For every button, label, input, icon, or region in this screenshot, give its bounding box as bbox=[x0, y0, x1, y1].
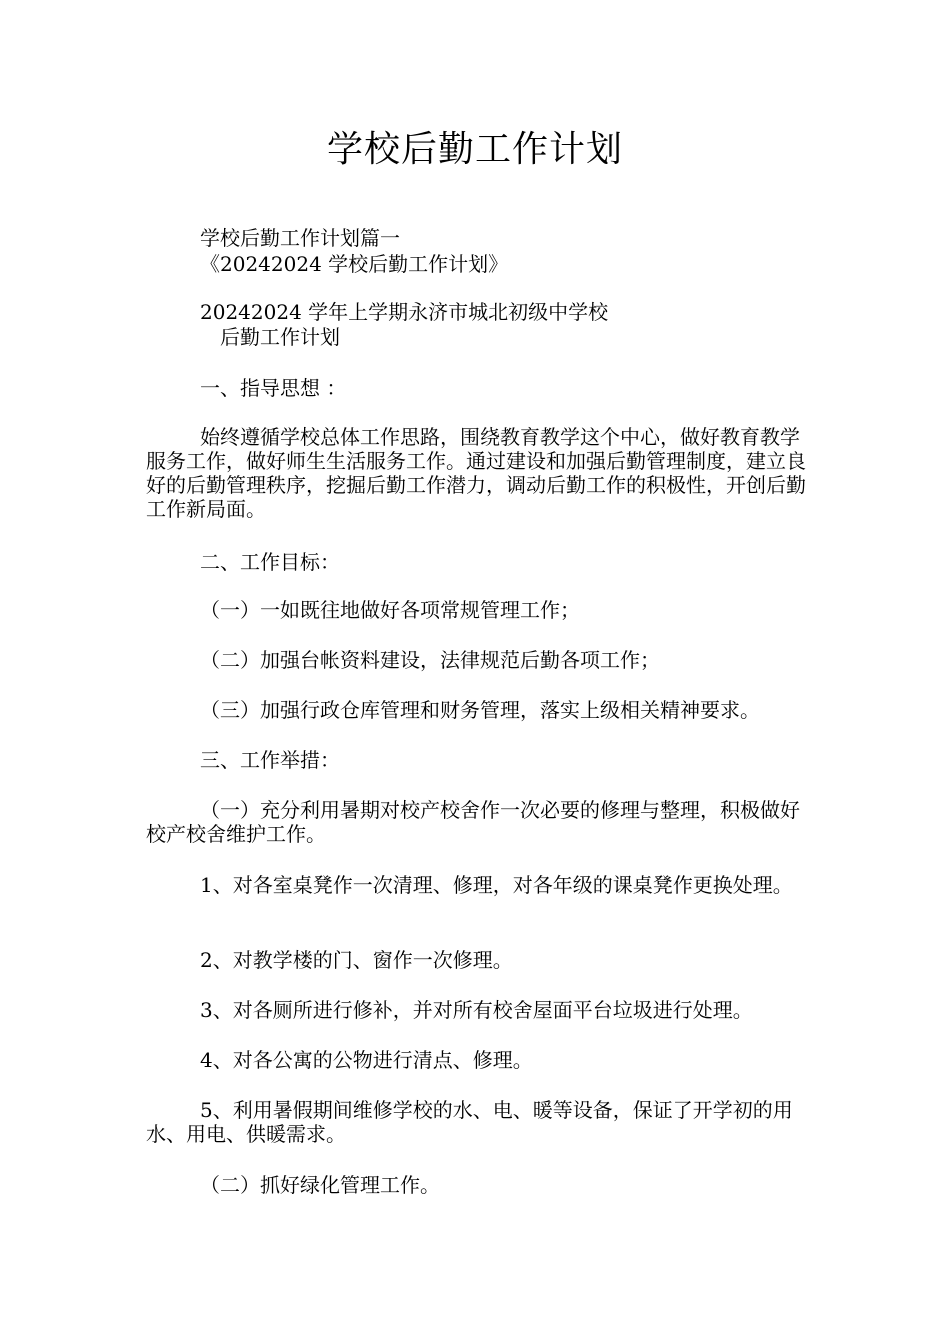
document-title: 学校后勤工作计划 bbox=[326, 129, 623, 170]
list-item: 5、利用暑假期间维修学校的水、电、暖等设备，保证了开学初的用水、用电、供暖需求。 bbox=[146, 1098, 793, 1146]
list-item: （一）一如既往地做好各项常规管理工作； bbox=[200, 598, 580, 622]
paragraph: 始终遵循学校总体工作思路，围绕教育教学这个中心，做好教育教学服务工作，做好师生生活服务工作。通过建设和加强后勤管理制度，建立良好的后勤管理秩序，挖掘后勤工作潜力，调动后勤工作的积极性，开创后勤工作新局面。 bbox=[146, 425, 806, 521]
list-item: （三）加强行政仓库管理和财务管理，落实上级相关精神要求。 bbox=[200, 698, 760, 722]
list-item: （二）加强台帐资料建设，法律规范后勤各项工作； bbox=[200, 648, 660, 672]
list-item: 2、对教学楼的门、窗作一次修理。 bbox=[200, 948, 513, 972]
heading-work-goals: 二、工作目标： bbox=[200, 550, 340, 574]
list-item: （二）抓好绿化管理工作。 bbox=[200, 1173, 440, 1197]
list-item: 4、对各公寓的公物进行清点、修理。 bbox=[200, 1048, 533, 1072]
paragraph: 20242024 学年上学期永济市城北初级中学校 bbox=[200, 300, 609, 324]
list-item: （一）充分利用暑期对校产校舍作一次必要的修理与整理，积极做好校产校舍维护工作。 bbox=[146, 798, 800, 846]
section-heading: 学校后勤工作计划篇一 bbox=[200, 226, 400, 250]
list-item: 1、对各室桌凳作一次清理、修理，对各年级的课桌凳作更换处理。 bbox=[200, 873, 793, 897]
heading-guiding-ideology: 一、指导思想 ： bbox=[200, 376, 347, 400]
list-item: 3、对各厕所进行修补，并对所有校舍屋面平台垃圾进行处理。 bbox=[200, 998, 753, 1022]
sub-title: 《20242024 学校后勤工作计划》 bbox=[200, 252, 509, 276]
heading-work-measures: 三、工作举措： bbox=[200, 748, 340, 772]
paragraph: 后勤工作计划 bbox=[220, 325, 340, 349]
